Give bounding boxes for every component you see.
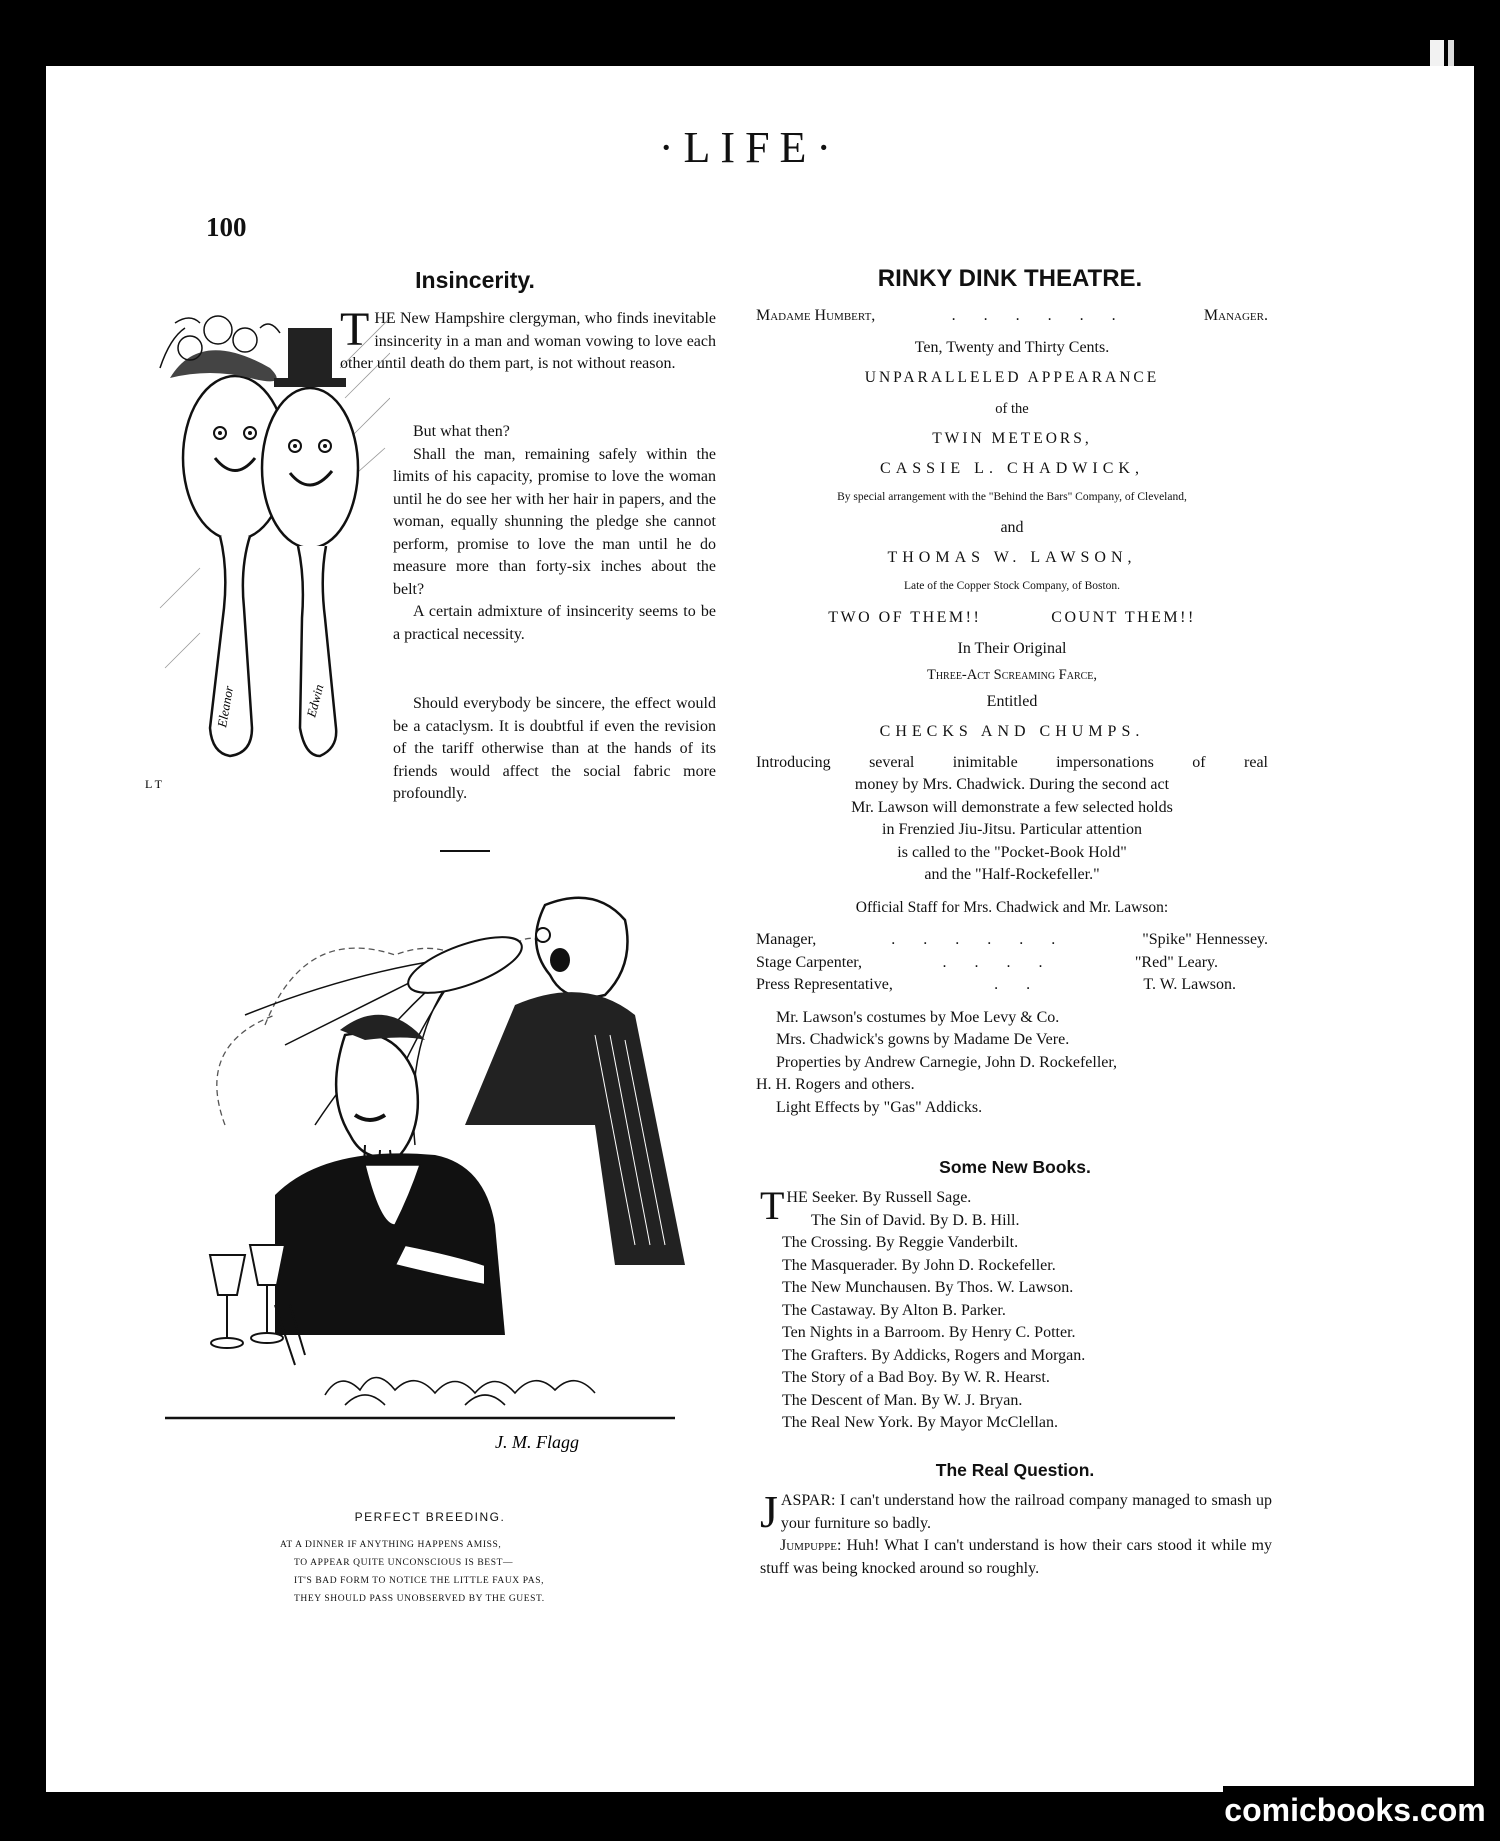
- count-them: COUNT THEM!!: [1051, 609, 1196, 626]
- insincerity-title: Insincerity.: [415, 267, 535, 293]
- theatre-bill: [756, 305, 1268, 1119]
- credits: [756, 1007, 1268, 1120]
- intro-line: and the "Half-Rockefeller.": [924, 866, 1100, 883]
- of-the: of the: [995, 400, 1029, 417]
- intro-line: money by Mrs. Chadwick. During the second act: [854, 776, 1170, 793]
- staff-role: Stage Carpenter,: [756, 953, 862, 971]
- cartoon-signature: J. M. Flagg: [495, 1432, 579, 1452]
- two-of-them-row: [756, 607, 1268, 630]
- insincerity-body-2: [393, 421, 716, 646]
- insincerity-body-3: [393, 693, 716, 806]
- manager-dots: . . . . . .: [951, 307, 1128, 324]
- staff-name: "Spike" Hennessey.: [1142, 931, 1268, 948]
- book-item: The Sin of David. By D. B. Hill.: [811, 1211, 1020, 1229]
- credit-line: H. H. Rogers and others.: [756, 1076, 915, 1093]
- thomas-lawson: THOMAS W. LAWSON,: [887, 549, 1137, 566]
- intro-block: [756, 752, 1268, 887]
- books-list: [760, 1183, 1260, 1435]
- special-arrangement: By special arrangement with the "Behind the Bars" Company, of Cleveland,: [837, 491, 1187, 503]
- insincerity-para-1: HE New Hampshire clergyman, who finds inevitable insincerity in a man and woman vowing to love each other until death do them part, is not without reason.: [340, 310, 716, 372]
- staff-list: [756, 929, 1268, 997]
- speaker-jumpuppe: Jumpuppe:: [780, 1537, 842, 1554]
- manager-row: [756, 305, 1268, 328]
- intro-line: Mr. Lawson will demonstrate a few selected holds: [851, 798, 1173, 816]
- drop-cap-t: T: [760, 1183, 785, 1228]
- credit-line: Light Effects by "Gas" Addicks.: [776, 1098, 983, 1116]
- page-number: 100: [206, 212, 247, 242]
- staff-heading: Official Staff for Mrs. Chadwick and Mr. Lawson:: [855, 898, 1169, 916]
- manager-name: Madame Humbert,: [756, 307, 876, 324]
- drop-cap-j: J: [760, 1486, 778, 1537]
- insincerity-para-4: A certain admixture of insincerity seems to be a practical necessity.: [393, 603, 716, 643]
- drop-cap-t: T: [340, 303, 370, 356]
- intro-line: Introducing several inimitable impersonations of real: [756, 753, 1268, 771]
- staff-role: Press Representative,: [756, 976, 893, 993]
- checks-and-chumps: CHECKS AND CHUMPS.: [879, 723, 1145, 740]
- copper-stock: Late of the Copper Stock Company, of Boston.: [903, 579, 1121, 592]
- insincerity-body: [340, 303, 716, 376]
- credit-line: Mr. Lawson's costumes by Moe Levy & Co.: [776, 1008, 1060, 1026]
- book-item: HE Seeker. By Russell Sage.: [786, 1189, 972, 1206]
- spoon-left-name: Eleanor: [214, 684, 237, 729]
- insincerity-para-2: But what then?: [413, 423, 510, 440]
- spoon-right-name: Edwin: [303, 682, 327, 719]
- watermark: comicbooks.com: [1223, 1786, 1487, 1834]
- intro-line: is called to the "Pocket-Book Hold": [897, 843, 1127, 861]
- masthead: ·LIFE·: [658, 123, 842, 172]
- verse-line: TO APPEAR QUITE UNCONSCIOUS IS BEST—: [294, 1558, 514, 1568]
- book-item: The Grafters. By Addicks, Rogers and Morgan.: [782, 1346, 1086, 1364]
- staff-dots: . . . . . .: [891, 931, 1068, 948]
- two-of-them: TWO OF THEM!!: [828, 609, 982, 626]
- books-title: Some New Books.: [939, 1157, 1091, 1177]
- in-original: In Their Original: [957, 639, 1067, 657]
- prices: Ten, Twenty and Thirty Cents.: [914, 338, 1110, 356]
- question-title: The Real Question.: [935, 1460, 1095, 1480]
- verse-line: IT'S BAD FORM TO NOTICE THE LITTLE FAUX PAS,: [294, 1576, 545, 1586]
- credit-line: Mrs. Chadwick's gowns by Madame De Vere.: [776, 1031, 1070, 1048]
- verse-line: THEY SHOULD PASS UNOBSERVED BY THE GUEST.: [294, 1594, 545, 1604]
- staff-name: T. W. Lawson.: [1143, 976, 1236, 993]
- staff-row: [756, 952, 1268, 975]
- theatre-title: RINKY DINK THEATRE.: [877, 265, 1143, 292]
- jumpuppe-text: Huh! What I can't understand is how their cars stood it while my stuff was being knocked around so roughly.: [760, 1537, 1272, 1577]
- staff-row: [756, 974, 1268, 997]
- farce: Three-Act Screaming Farce,: [926, 667, 1098, 683]
- section-divider: [440, 850, 490, 852]
- staff-name: "Red" Leary.: [1134, 953, 1218, 971]
- question-body: [760, 1486, 1272, 1580]
- cartoon-verse: [250, 1536, 650, 1608]
- jaspar-text: I can't understand how the railroad company managed to smash up your furniture so badly.: [780, 1492, 1272, 1532]
- book-item: The Real New York. By Mayor McClellan.: [782, 1414, 1058, 1431]
- staff-dots: . . . .: [942, 953, 1055, 971]
- jaspar-line: [760, 1486, 1272, 1537]
- book-item: The Masquerader. By John D. Rockefeller.: [782, 1256, 1056, 1274]
- cartoon-caption-title: PERFECT BREEDING.: [354, 1510, 506, 1524]
- entitled: Entitled: [986, 692, 1038, 710]
- insincerity-para-3: Shall the man, remaining safely within the limits of his capacity, promise to love the woman until he do see her with her hair in papers, and the woman, equally shunning the pledge she cannot perform, promise to love the man until he do measure more than forty-six inches about the belt?: [393, 445, 716, 598]
- insincerity-para-5: Should everybody be sincere, the effect would be a cataclysm. It is doubtful if even the revision of the tariff otherwise than at the hands of its friends would affect the social fabric more profoundly.: [393, 695, 716, 802]
- book-item: The Castaway. By Alton B. Parker.: [782, 1301, 1006, 1319]
- cassie-chadwick: CASSIE L. CHADWICK,: [880, 459, 1144, 477]
- book-item: The New Munchausen. By Thos. W. Lawson.: [782, 1279, 1074, 1296]
- verse-line: AT A DINNER IF ANYTHING HAPPENS AMISS,: [280, 1540, 502, 1550]
- unparalleled: UNPARALLELED APPEARANCE: [864, 369, 1160, 386]
- manager-role: Manager.: [1203, 307, 1268, 324]
- book-item: The Descent of Man. By W. J. Bryan.: [782, 1391, 1023, 1409]
- book-item: Ten Nights in a Barroom. By Henry C. Potter.: [782, 1324, 1076, 1341]
- book-item: The Crossing. By Reggie Vanderbilt.: [782, 1234, 1019, 1251]
- svg-text:L T: L T: [145, 777, 162, 791]
- speaker-jaspar: ASPAR:: [780, 1492, 836, 1509]
- and: and: [1000, 518, 1024, 536]
- intro-line: in Frenzied Jiu-Jitsu. Particular attention: [882, 821, 1142, 838]
- perfect-breeding-cartoon: [165, 865, 695, 1480]
- spoons-illustration: [140, 303, 390, 798]
- twin-meteors: TWIN METEORS,: [932, 430, 1092, 447]
- book-item: The Story of a Bad Boy. By W. R. Hearst.: [782, 1369, 1050, 1386]
- credit-line: Properties by Andrew Carnegie, John D. Rockefeller,: [776, 1053, 1118, 1071]
- staff-row: [756, 929, 1268, 952]
- jumpuppe-line: [760, 1535, 1272, 1580]
- staff-dots: . .: [994, 976, 1043, 993]
- staff-role: Manager,: [756, 931, 817, 948]
